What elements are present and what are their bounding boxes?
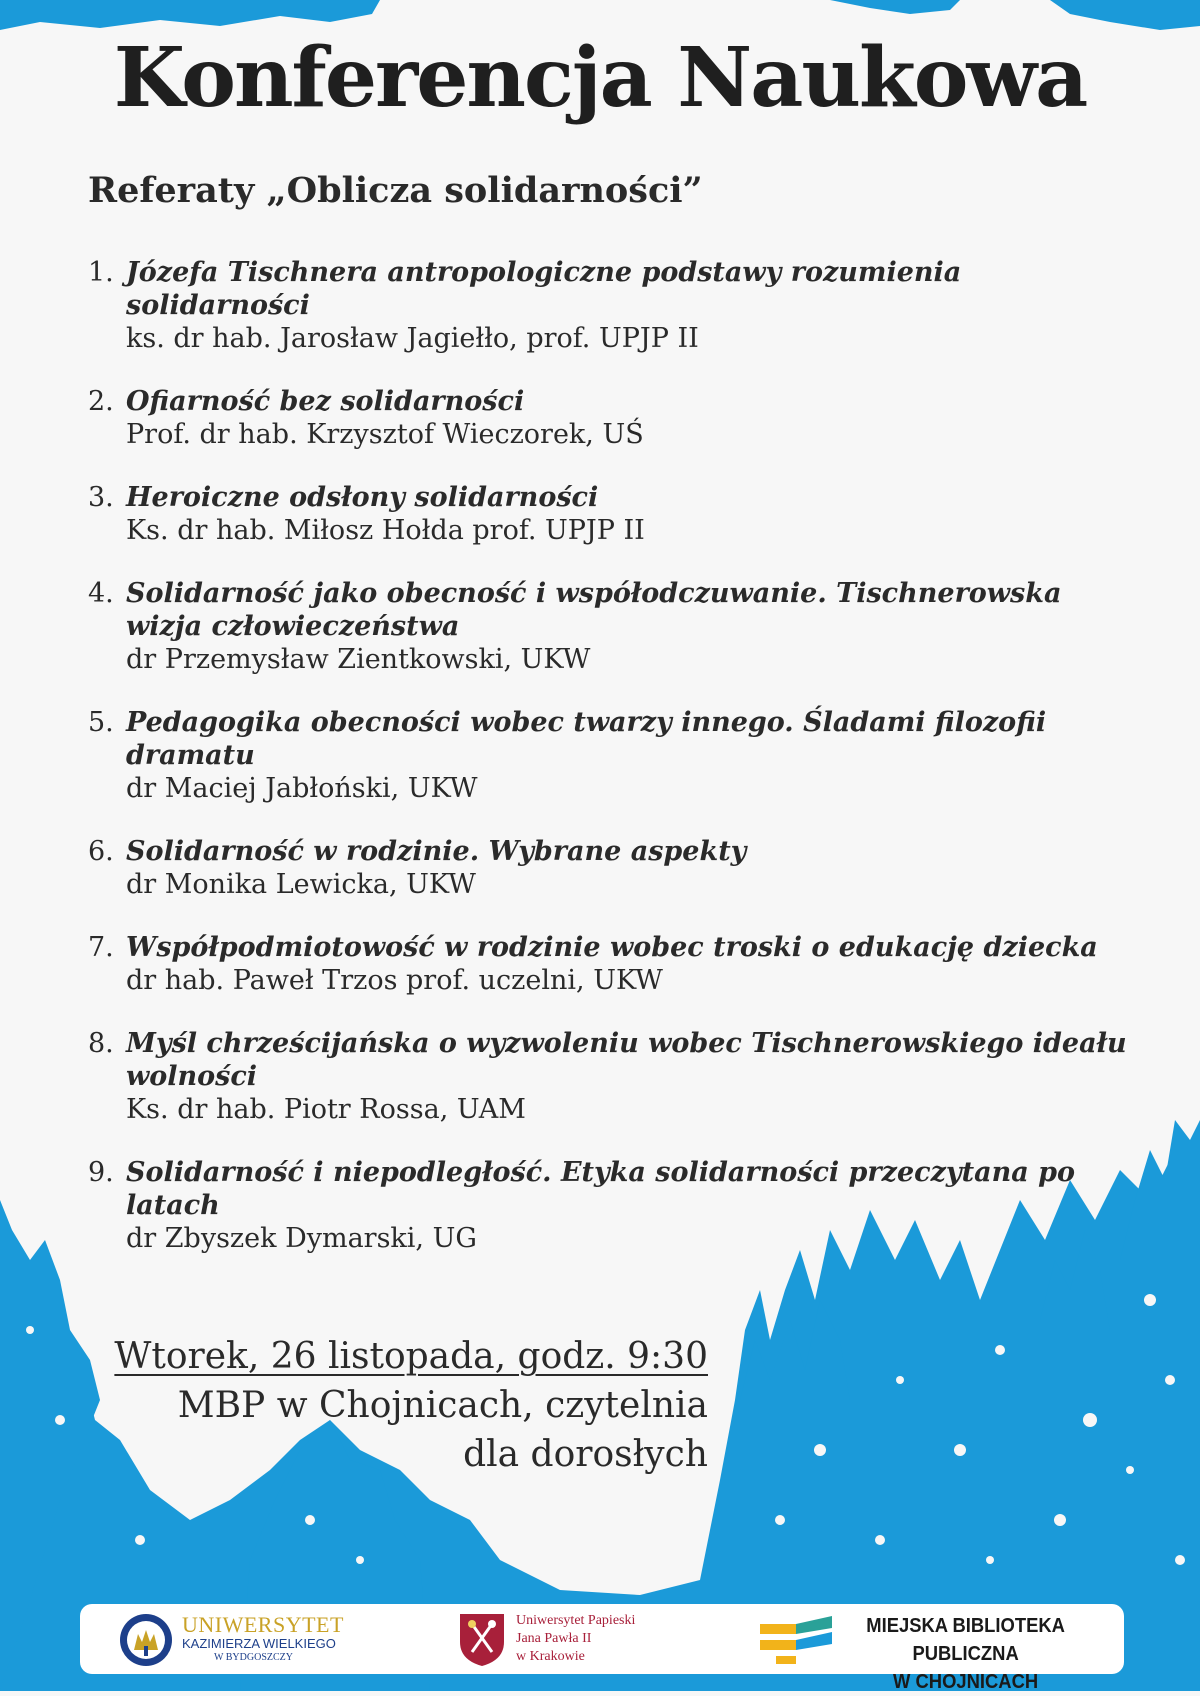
talk-list — [88, 256, 1128, 1255]
item-number: 7. — [88, 932, 114, 963]
talk-title: Solidarność i niepodległość. Etyka solidarności przeczytana po latach — [126, 1157, 1075, 1221]
item-number: 9. — [88, 1157, 114, 1188]
talk-title: Myśl chrześcijańska o wyzwoleniu wobec Tischnerowskiego ideału wolności — [126, 1028, 1127, 1092]
item-number: 5. — [88, 707, 114, 738]
talk-title: Solidarność jako obecność i współodczuwanie. Tischnerowska wizja człowieczeństwa — [126, 578, 1062, 642]
item-number: 6. — [88, 836, 114, 867]
list-item — [88, 256, 1128, 355]
talk-speaker: dr hab. Paweł Trzos prof. uczelni, UKW — [126, 965, 663, 996]
list-item — [88, 385, 1128, 451]
talk-title: Heroiczne odsłony solidarności — [126, 482, 599, 513]
event-place-detail: dla dorosłych — [463, 1434, 708, 1475]
ukw-logo — [118, 1612, 358, 1668]
talk-speaker: Prof. dr hab. Krzysztof Wieczorek, UŚ — [126, 419, 644, 450]
item-number: 8. — [88, 1028, 114, 1059]
talk-speaker: dr Zbyszek Dymarski, UG — [126, 1223, 477, 1254]
list-item — [88, 1156, 1128, 1255]
section-subtitle: Referaty „Oblicza solidarności” — [88, 170, 703, 211]
upjp-name-line2: Jana Pawła II — [516, 1631, 592, 1646]
talk-speaker: Ks. dr hab. Miłosz Hołda prof. UPJP II — [126, 515, 645, 546]
ukw-name-line1: UNIWERSYTET — [182, 1612, 344, 1637]
upjp-logo — [458, 1612, 688, 1668]
talk-title: Józefa Tischnera antropologiczne podstawy rozumienia solidarności — [126, 257, 962, 321]
talk-speaker: dr Monika Lewicka, UKW — [126, 869, 476, 900]
talk-title: Pedagogika obecności wobec twarzy innego. Śladami filozofii dramatu — [126, 707, 1047, 771]
book-icon — [756, 1612, 836, 1668]
page-title: Konferencja Naukowa — [113, 30, 1087, 126]
mbp-logo — [756, 1612, 1106, 1693]
talk-speaker: Ks. dr hab. Piotr Rossa, UAM — [126, 1094, 526, 1125]
item-number: 2. — [88, 386, 114, 417]
event-place: MBP w Chojnicach, czytelnia — [177, 1385, 708, 1426]
talk-speaker: dr Przemysław Zientkowski, UKW — [126, 644, 591, 675]
list-item — [88, 1027, 1128, 1126]
list-item — [88, 931, 1128, 997]
upjp-name-line1: Uniwersytet Papieski — [516, 1613, 636, 1628]
list-item — [88, 481, 1128, 547]
event-info — [108, 1332, 708, 1479]
upjp-name — [516, 1612, 635, 1666]
item-number: 3. — [88, 482, 114, 513]
ukw-emblem-icon — [118, 1612, 174, 1668]
talk-speaker: dr Maciej Jabłoński, UKW — [126, 773, 478, 804]
talk-speaker: ks. dr hab. Jarosław Jagiełło, prof. UPJP II — [126, 323, 699, 354]
mbp-name-line2: W CHOJNICACH — [893, 1671, 1039, 1693]
list-item — [88, 706, 1128, 805]
mbp-name — [846, 1612, 1085, 1696]
talk-title: Solidarność w rodzinie. Wybrane aspekty — [126, 836, 747, 867]
upjp-shield-icon — [458, 1612, 506, 1668]
ukw-name-line2: KAZIMIERZA WIELKIEGO — [182, 1636, 336, 1651]
list-item — [88, 835, 1128, 901]
talk-title: Ofiarność bez solidarności — [126, 386, 525, 417]
upjp-name-line3: w Krakowie — [516, 1649, 585, 1664]
item-number: 1. — [88, 257, 114, 288]
ukw-name-line3: W BYDGOSZCZY — [214, 1652, 293, 1663]
list-item — [88, 577, 1128, 676]
item-number: 4. — [88, 578, 114, 609]
event-date: Wtorek, 26 listopada, godz. 9:30 — [114, 1336, 708, 1377]
mbp-name-line1: MIEJSKA BIBLIOTEKA PUBLICZNA — [866, 1615, 1065, 1665]
talk-title: Współpodmiotowość w rodzinie wobec troski o edukację dziecka — [126, 932, 1098, 963]
sponsor-footer — [80, 1604, 1124, 1693]
